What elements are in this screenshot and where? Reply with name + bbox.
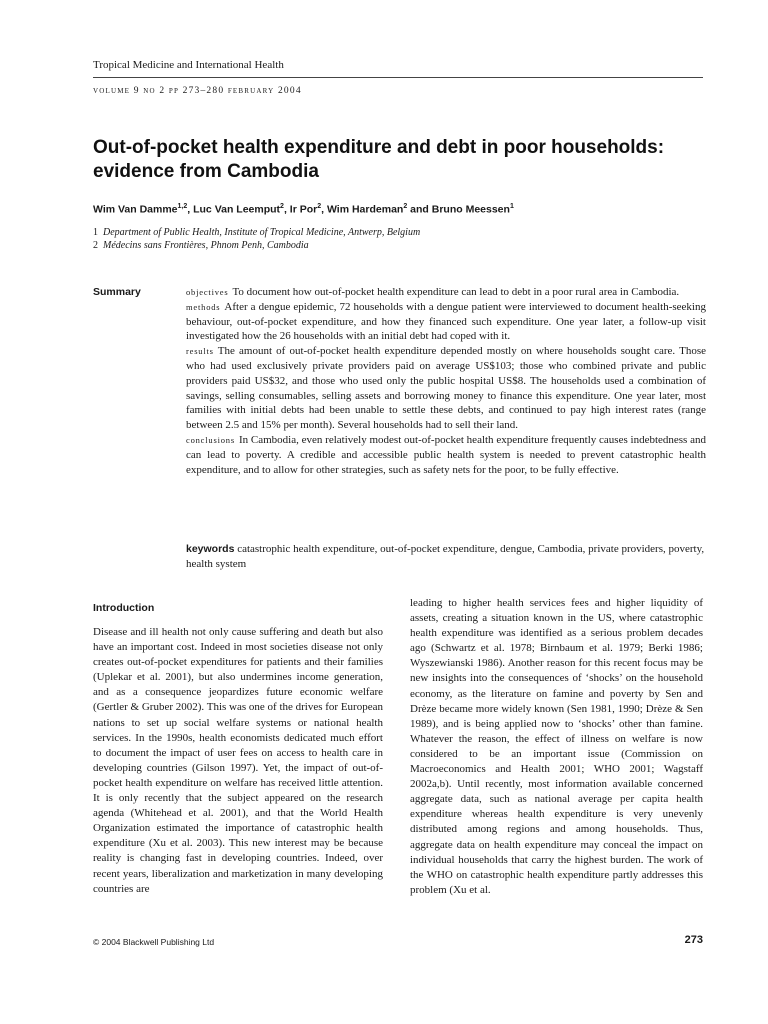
- abstract-objectives: objectives To document how out-of-pocket health expenditure can lead to debt in a poor rural area in Cambodia.: [186, 286, 680, 298]
- keywords-text: catastrophic health expenditure, out-of-pocket expenditure, dengue, Cambodia, private providers, poverty, health system: [186, 543, 705, 570]
- abstract-methods: methods After a dengue epidemic, 72 households with a dengue patient were interviewed to document health-seeking behaviour, out-of-pocket expenditure, and how they financed such expenditure. One year later, a follow-up visit investigated how the 26 households with an initial debt had coped with it.: [186, 300, 706, 343]
- author-list: [93, 203, 713, 216]
- affiliations: [93, 226, 703, 252]
- author-affiliation-mark: 2: [280, 203, 284, 210]
- abstract: [186, 285, 706, 477]
- summary-heading: Summary: [93, 286, 141, 298]
- author-separator: ,: [283, 203, 290, 216]
- author-name: Luc Van Leemput: [193, 203, 281, 216]
- copyright: © 2004 Blackwell Publishing Ltd: [93, 937, 215, 947]
- author-affiliation-mark: 1: [509, 203, 514, 210]
- article-title: Out-of-pocket health expenditure and debt in poor households: evidence from Cambodia: [93, 137, 665, 182]
- keywords: [186, 542, 706, 572]
- introduction-paragraph-left: Disease and ill health not only cause suffering and death but also have an important cost. Indeed in most societies disease not only creates out-of-pocket expenditures for patients and their families (Uplekar et al. 2001), but also undermines income generation, and as a consequence jeopardizes future economic welfare (Gertler & Gruber 2002). This was one of the drives for European nations to set up social welfare systems or national health services. In the 1990s, health economists dedicated much effort to document the impact of user fees on access to health care in developing countries (Gilson 1997). Yet, the impact of out-of-pocket health expenditure on welfare has received little attention. It is only recently that the subject appeared on the research agenda (Whitehead et al. 2001), and that the World Health Organization estimated the importance of catastrophic health expenditure (Xu et al. 2003). This new interest may be because reality is changing fast in developing countries. Indeed, over recent years, liberalization and marketization in many developing countries are: [93, 626, 383, 895]
- author-name: Wim Van Damme: [93, 203, 178, 216]
- author-affiliation-mark: 2: [317, 203, 322, 210]
- introduction-right-column: [410, 596, 703, 898]
- introduction-heading: Introduction: [93, 602, 155, 614]
- author-affiliation-mark: 2: [403, 203, 408, 210]
- introduction-paragraph-right: leading to higher health services fees and higher liquidity of assets, creating a situation known in the US, where catastrophic health expenditure was identified as a serious problem decades ago (Schwartz et al. 1978; Birnbaum et al. 1979; Berki 1986; Wyszewianski 1986). Another reason for this recent focus may be new insights into the consequences of ‘shocks’ on the household economy, as the literature on famine and poverty by Sen and Drèze became more widely known (Sen 1981, 1990; Drèze & Sen 1989), and is being applied now to ‘shocks’ other than famine. Whatever the reason, the effect of illness on welfare is now considered to be an important issue (Commission on Macroeconomics and Health 2001; WHO 2001; Wagstaff 2002a,b). Until recently, most information available concerned aggregate data, such as national average per capita health expenditure whereas health expenditure is very unevenly distributed among regions and among households. Thus, aggregate data on health expenditure may conceal the impact on individual households that carry the highest burden. The work of the WHO on catastrophic health expenditure partly addresses this problem (Xu et al.: [410, 597, 703, 896]
- affiliation-1: 1 Department of Public Health, Institute of Tropical Medicine, Antwerp, Belgium: [93, 227, 421, 238]
- author-separator: ,: [187, 203, 194, 216]
- author-name: Bruno Meessen: [431, 203, 510, 216]
- author-name: Wim Hardeman: [326, 203, 404, 216]
- author-separator: and: [407, 203, 432, 216]
- page-number: 273: [684, 934, 703, 946]
- author-name: Ir Por: [289, 203, 318, 216]
- journal-name: Tropical Medicine and International Health: [93, 59, 284, 71]
- header-rule: [93, 77, 703, 78]
- affiliation-2: 2 Médecins sans Frontières, Phnom Penh, Cambodia: [93, 240, 309, 251]
- keywords-label: keywords: [186, 543, 235, 555]
- abstract-results: results The amount of out-of-pocket health expenditure depended mostly on where households sought care. Those who had used exclusively private providers paid on average US$103; those who combined private and public providers paid US$32, and those who used only the public hospital US$8. The households used a combination of savings, selling consumables, selling assets and borrowing money to finance this expenditure. One year later, most families with initial debts had been unable to settle these debts, and continued to pay high interest rates (range between 2.5 and 15% per month). Several households had to sell their land.: [186, 345, 706, 432]
- author-separator: ,: [321, 203, 327, 216]
- volume-info: volume 9 no 2 pp 273–280 february 2004: [93, 86, 302, 96]
- abstract-conclusions: conclusions In Cambodia, even relatively modest out-of-pocket health expenditure frequently causes indebtedness and can lead to poverty. A credible and accessible public health system is needed to prevent catastrophic health expenditure, and to allow for other strategies, such as safety nets for the poor, to be fully effective.: [186, 433, 706, 476]
- author-affiliation-mark: 1,2: [177, 203, 188, 210]
- introduction-left-column: [93, 625, 383, 897]
